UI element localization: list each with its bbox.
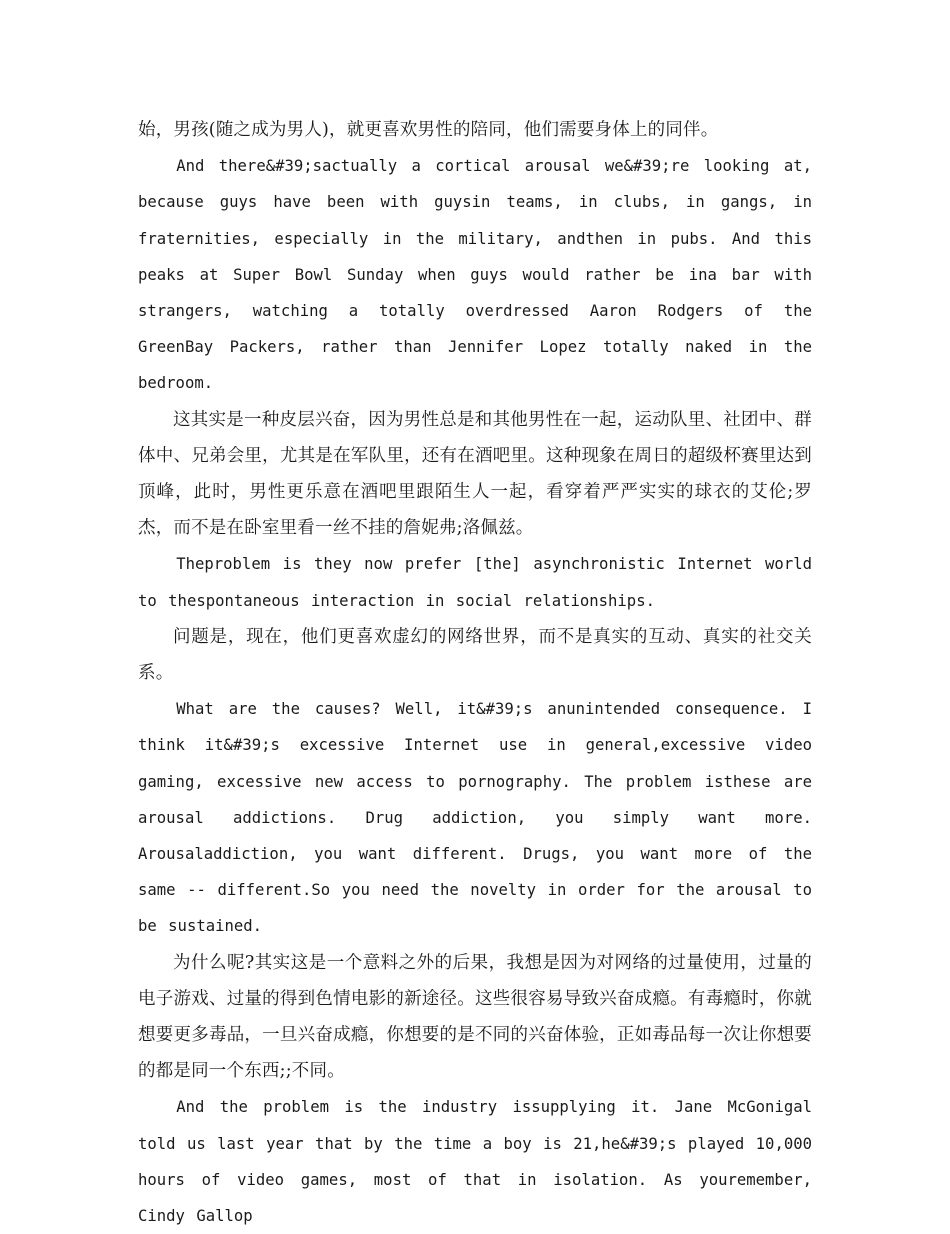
paragraph-en-4: And the problem is the industry issupplying it. Jane McGonigal told us last year that by the time a boy is 21,he&#39;s played 10,000 hours of video games, most of that in isolation. As youremember, Cindy Gallop (138, 1098, 812, 1226)
document-body (138, 112, 812, 1234)
paragraph-zh-3: 问题是，现在，他们更喜欢虚幻的网络世界，而不是真实的互动、真实的社交关系。 (138, 626, 812, 684)
paragraph-zh-1: 始，男孩(随之成为男人)，就更喜欢男性的陪同，他们需要身体上的同伴。 (138, 120, 719, 140)
paragraph-zh-4: 为什么呢?其实这是一个意料之外的后果，我想是因为对网络的过量使用，过量的电子游戏、过量的得到色情电影的新途径。这些很容易导致兴奋成瘾。有毒瘾时，你就想要更多毒品，一旦兴奋成瘾，你想要的是不同的兴奋体验，正如毒品每一次让你想要的都是同一个东西;;不同。 (138, 952, 812, 1082)
paragraph-en-1: And there&#39;sactually a cortical arousal we&#39;re looking at, because guys have been with guysin teams, in clubs, in gangs, in fraternities, especially in the military, andthen in pubs. And this peaks at Super Bowl Sunday when guys would rather be ina bar with strangers, watching a totally overdressed Aaron Rodgers of the GreenBay Packers, rather than Jennifer Lopez totally naked in the bedroom. (138, 157, 812, 393)
paragraph-en-2: Theproblem is they now prefer [the] asynchronistic Internet world to thespontaneous interaction in social relationships. (138, 555, 812, 610)
paragraph-en-3: What are the causes? Well, it&#39;s anunintended consequence. I think it&#39;s excessive Internet use in general,excessive video gaming, excessive new access to pornography. The problem isthese are arousal addictions. Drug addiction, you simply want more. Arousaladdiction, you want different. Drugs, you want more of the same -- different.So you need the novelty in order for the arousal to be sustained. (138, 700, 812, 936)
paragraph-zh-2: 这其实是一种皮层兴奋，因为男性总是和其他男性在一起，运动队里、社团中、群体中、兄弟会里，尤其是在军队里，还有在酒吧里。这种现象在周日的超级杯赛里达到顶峰，此时，男性更乐意在酒吧里跟陌生人一起，看穿着严严实实的球衣的艾伦;罗杰，而不是在卧室里看一丝不挂的詹妮弗;洛佩兹。 (138, 409, 812, 539)
